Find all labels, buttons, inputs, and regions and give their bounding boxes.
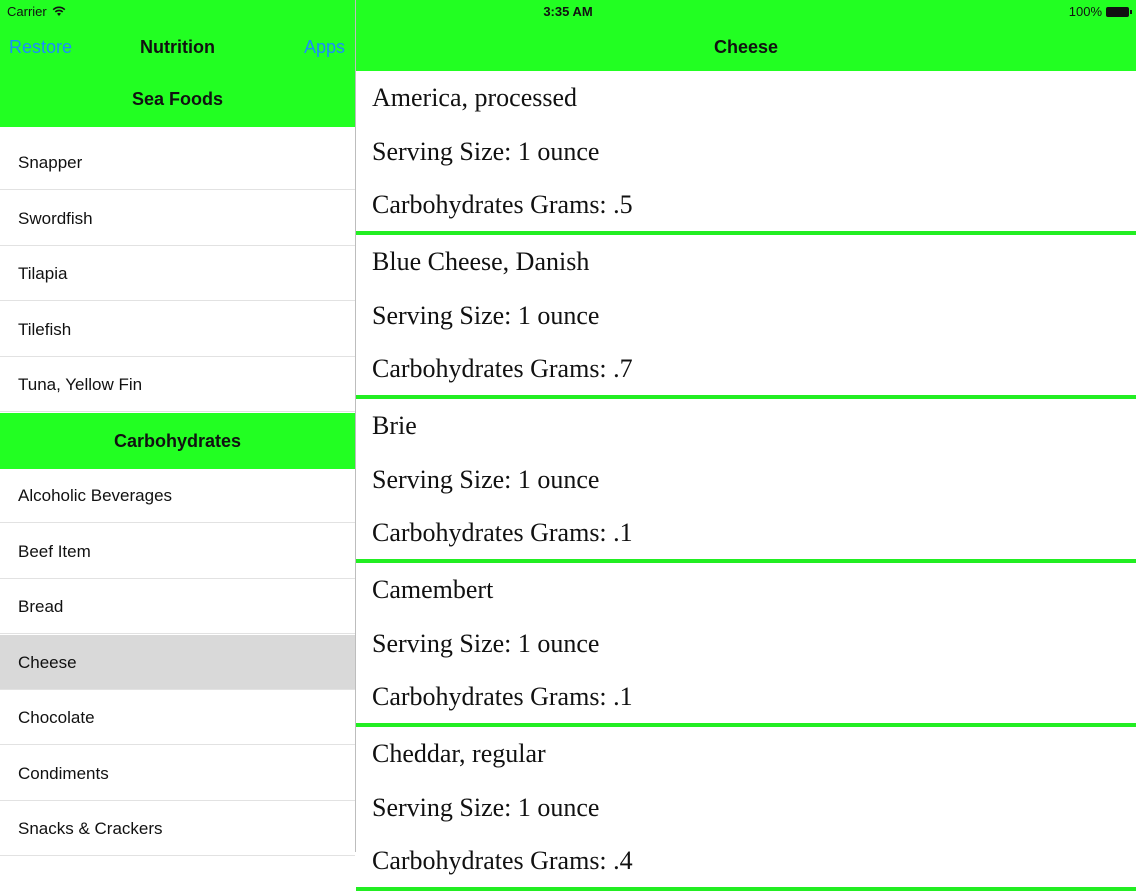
carbohydrate-grams: Carbohydrates Grams: .4 — [372, 846, 633, 875]
detail-title: Cheese — [713, 37, 779, 57]
serving-size: Serving Size: 1 ounce — [372, 465, 600, 494]
list-item[interactable]: Tilapia — [0, 246, 355, 301]
list-item[interactable]: Chocolate — [0, 690, 355, 745]
list-item[interactable]: Snapper — [0, 135, 355, 190]
food-name: Cheddar, regular — [372, 739, 546, 768]
food-entry-card[interactable] — [356, 727, 1136, 891]
master-navigation-bar — [0, 24, 355, 71]
split-view-divider — [355, 0, 356, 852]
list-item[interactable]: Alcoholic Beverages — [0, 468, 355, 523]
list-item[interactable]: Beef Item — [0, 524, 355, 579]
food-entry-card[interactable] — [356, 71, 1136, 235]
serving-size: Serving Size: 1 ounce — [372, 793, 600, 822]
detail-pane — [356, 24, 1136, 875]
food-name: America, processed — [372, 83, 578, 112]
list-item[interactable]: Swordfish — [0, 191, 355, 246]
section-header: Carbohydrates — [0, 413, 355, 469]
status-bar — [0, 0, 1136, 24]
section-header: Sea Foods — [0, 71, 355, 127]
list-item[interactable]: Condiments — [0, 746, 355, 801]
list-item[interactable]: Bread — [0, 579, 355, 634]
serving-size: Serving Size: 1 ounce — [372, 629, 600, 658]
food-entry-card[interactable] — [356, 399, 1136, 563]
carbohydrate-grams: Carbohydrates Grams: .5 — [372, 190, 633, 219]
food-name: Camembert — [372, 575, 494, 604]
battery-indicator — [1069, 4, 1129, 19]
carrier-label: Carrier — [7, 4, 47, 19]
list-item[interactable]: Cheese — [0, 635, 355, 690]
food-entry-card[interactable] — [356, 563, 1136, 727]
detail-navigation-bar — [356, 24, 1136, 71]
category-list[interactable] — [0, 71, 355, 852]
serving-size: Serving Size: 1 ounce — [372, 137, 600, 166]
food-entry-card[interactable] — [356, 235, 1136, 399]
battery-percent: 100% — [1068, 4, 1102, 19]
restore-button[interactable]: Restore — [9, 37, 73, 57]
status-time: 3:35 AM — [543, 4, 593, 19]
list-item[interactable]: Tuna, Yellow Fin — [0, 357, 355, 412]
battery-icon — [1106, 7, 1129, 17]
list-item[interactable]: Tilefish — [0, 302, 355, 357]
carbohydrate-grams: Carbohydrates Grams: .1 — [372, 682, 633, 711]
food-name: Blue Cheese, Danish — [372, 247, 590, 276]
serving-size: Serving Size: 1 ounce — [372, 301, 600, 330]
master-title: Nutrition — [140, 37, 215, 57]
carbohydrate-grams: Carbohydrates Grams: .7 — [372, 354, 633, 383]
master-pane — [0, 24, 355, 852]
apps-button[interactable]: Apps — [303, 37, 345, 57]
list-item[interactable]: Snacks & Crackers — [0, 801, 355, 856]
food-name: Brie — [372, 411, 417, 440]
carbohydrate-grams: Carbohydrates Grams: .1 — [372, 518, 633, 547]
